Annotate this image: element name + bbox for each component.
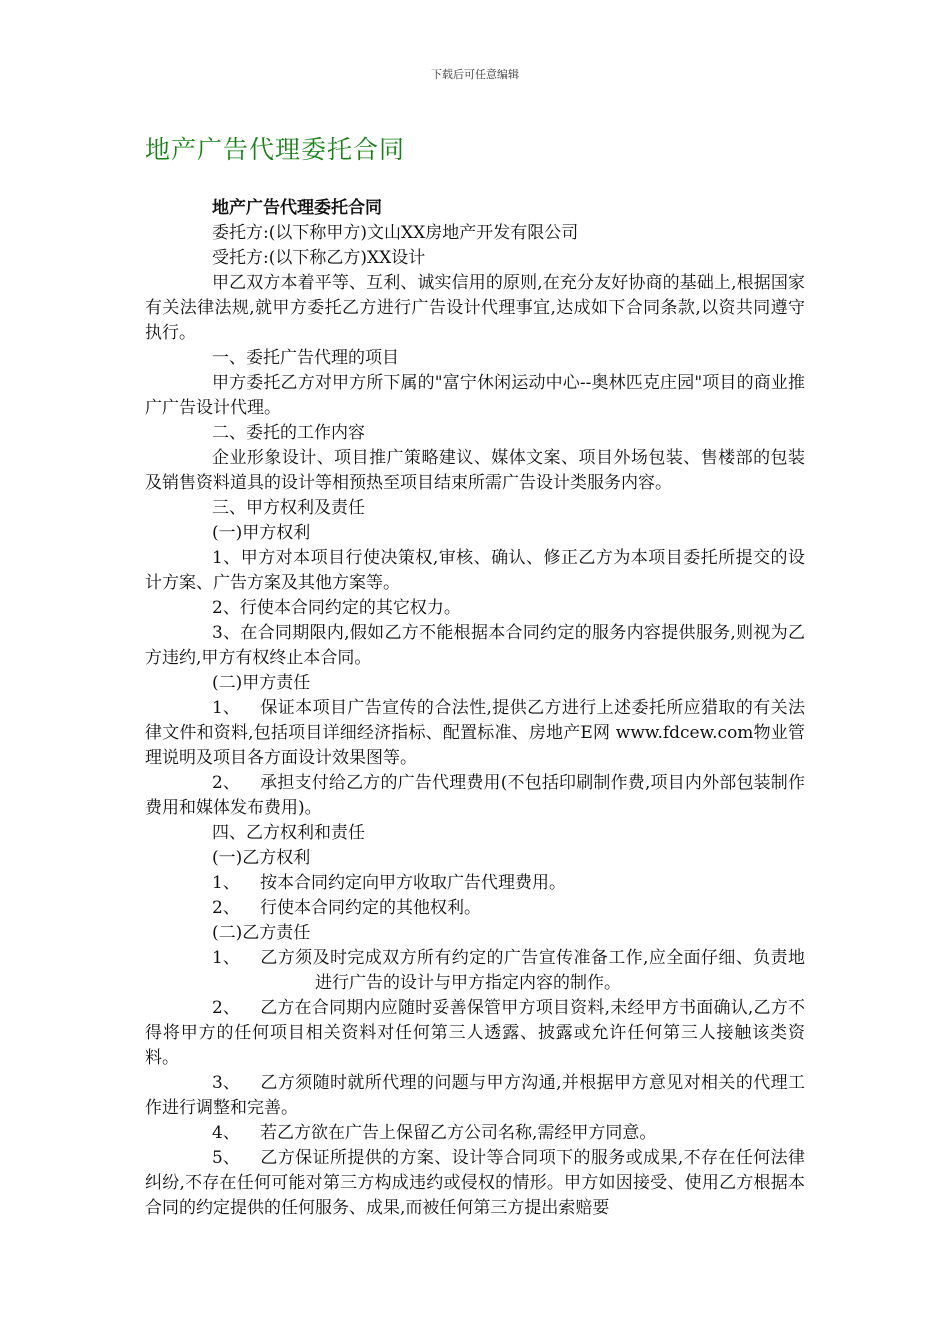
clause-number: 3、 — [212, 1073, 240, 1093]
section-heading: 三、甲方权利及责任 — [212, 498, 365, 518]
header-note: 下载后可任意编辑 — [431, 68, 519, 81]
clause — [145, 1121, 805, 1146]
clause — [145, 1071, 805, 1121]
clause-number: 1、 — [212, 948, 240, 968]
paragraph: 企业形象设计、项目推广策略建议、媒体文案、项目外场包装、售楼部的包装及销售资料道具的设计等相预热至项目结束所需广告设计类服务内容。 — [145, 448, 805, 493]
clause-text: 行使本合同约定的其他权利。 — [260, 898, 481, 918]
clause-number: 1、 — [212, 698, 240, 718]
subsection-heading: (二)乙方责任 — [212, 923, 311, 943]
clause — [145, 871, 805, 896]
clause — [145, 771, 805, 821]
clause-text: 乙方在合同期内应随时妥善保管甲方项目资料,未经甲方书面确认,乙方不得将甲方的任何项目相关资料对任何第三人透露、披露或允许任何第三人接触该类资料。 — [145, 998, 805, 1068]
subsection-heading: (二)甲方责任 — [212, 673, 311, 693]
document-body — [145, 196, 805, 1221]
clause-text: 承担支付给乙方的广告代理费用(不包括印刷制作费,项目内外部包装制作费用和媒体发布费用)。 — [145, 773, 805, 818]
section-heading: 二、委托的工作内容 — [212, 423, 365, 443]
clause-number: 2、 — [212, 898, 240, 918]
clause-text: 若乙方欲在广告上保留乙方公司名称,需经甲方同意。 — [260, 1123, 657, 1143]
clause-text: 乙方须随时就所代理的问题与甲方沟通,并根据甲方意见对相关的代理工作进行调整和完善。 — [145, 1073, 805, 1118]
paragraph: 甲方委托乙方对甲方所下属的"富宁休闲运动中心--奥林匹克庄园"项目的商业推广广告设计代理。 — [145, 373, 805, 418]
clause-number: 4、 — [212, 1123, 240, 1143]
preamble: 甲乙双方本着平等、互利、诚实信用的原则,在充分友好协商的基础上,根据国家有关法律法规,就甲方委托乙方进行广告设计代理事宜,达成如下合同条款,以资共同遵守执行。 — [145, 273, 805, 343]
clause-text: 按本合同约定向甲方收取广告代理费用。 — [260, 873, 566, 893]
clause-text: 乙方保证所提供的方案、设计等合同项下的服务或成果,不存在任何法律纠纷,不存在任何可能对第三方构成违约或侵权的情形。甲方如因接受、使用乙方根据本合同的约定提供的任何服务、成果,而被任何第三方提出索赔要 — [145, 1148, 805, 1218]
subsection-heading: (一)甲方权利 — [212, 523, 311, 543]
clause — [145, 896, 805, 921]
principal-party: 委托方:(以下称甲方)文山XX房地产开发有限公司 — [212, 223, 579, 243]
clause — [145, 946, 805, 996]
clause-text: 乙方须及时完成双方所有约定的广告宣传准备工作,应全面仔细、负责地 — [260, 948, 805, 968]
clause-number: 2、 — [212, 773, 240, 793]
clause: 2、行使本合同约定的其它权力。 — [212, 598, 461, 618]
section-heading: 四、乙方权利和责任 — [212, 823, 365, 843]
clause-number: 5、 — [212, 1148, 240, 1168]
contract-heading: 地产广告代理委托合同 — [212, 198, 382, 218]
clause: 1、甲方对本项目行使决策权,审核、确认、修正乙方为本项目委托所提交的设计方案、广告方案及其他方案等。 — [145, 548, 805, 593]
subsection-heading: (一)乙方权利 — [212, 848, 311, 868]
clause-text: 保证本项目广告宣传的合法性,提供乙方进行上述委托所应猎取的有关法律文件和资料,包括项目详细经济指标、配置标准、房地产E网 www.fdcew.com物业管理说明及项目各方面设计效果图等。 — [145, 698, 805, 768]
agent-party: 受托方:(以下称乙方)XX设计 — [212, 248, 426, 268]
clause — [145, 996, 805, 1071]
clause — [145, 1146, 805, 1221]
clause — [145, 696, 805, 771]
clause-number: 1、 — [212, 873, 240, 893]
clause-number: 2、 — [212, 998, 240, 1018]
section-heading: 一、委托广告代理的项目 — [212, 348, 399, 368]
clause-text-continued: 进行广告的设计与甲方指定内容的制作。 — [315, 973, 621, 993]
clause: 3、在合同期限内,假如乙方不能根据本合同约定的服务内容提供服务,则视为乙方违约,甲方有权终止本合同。 — [145, 623, 805, 668]
document-title: 地产广告代理委托合同 — [145, 135, 406, 164]
